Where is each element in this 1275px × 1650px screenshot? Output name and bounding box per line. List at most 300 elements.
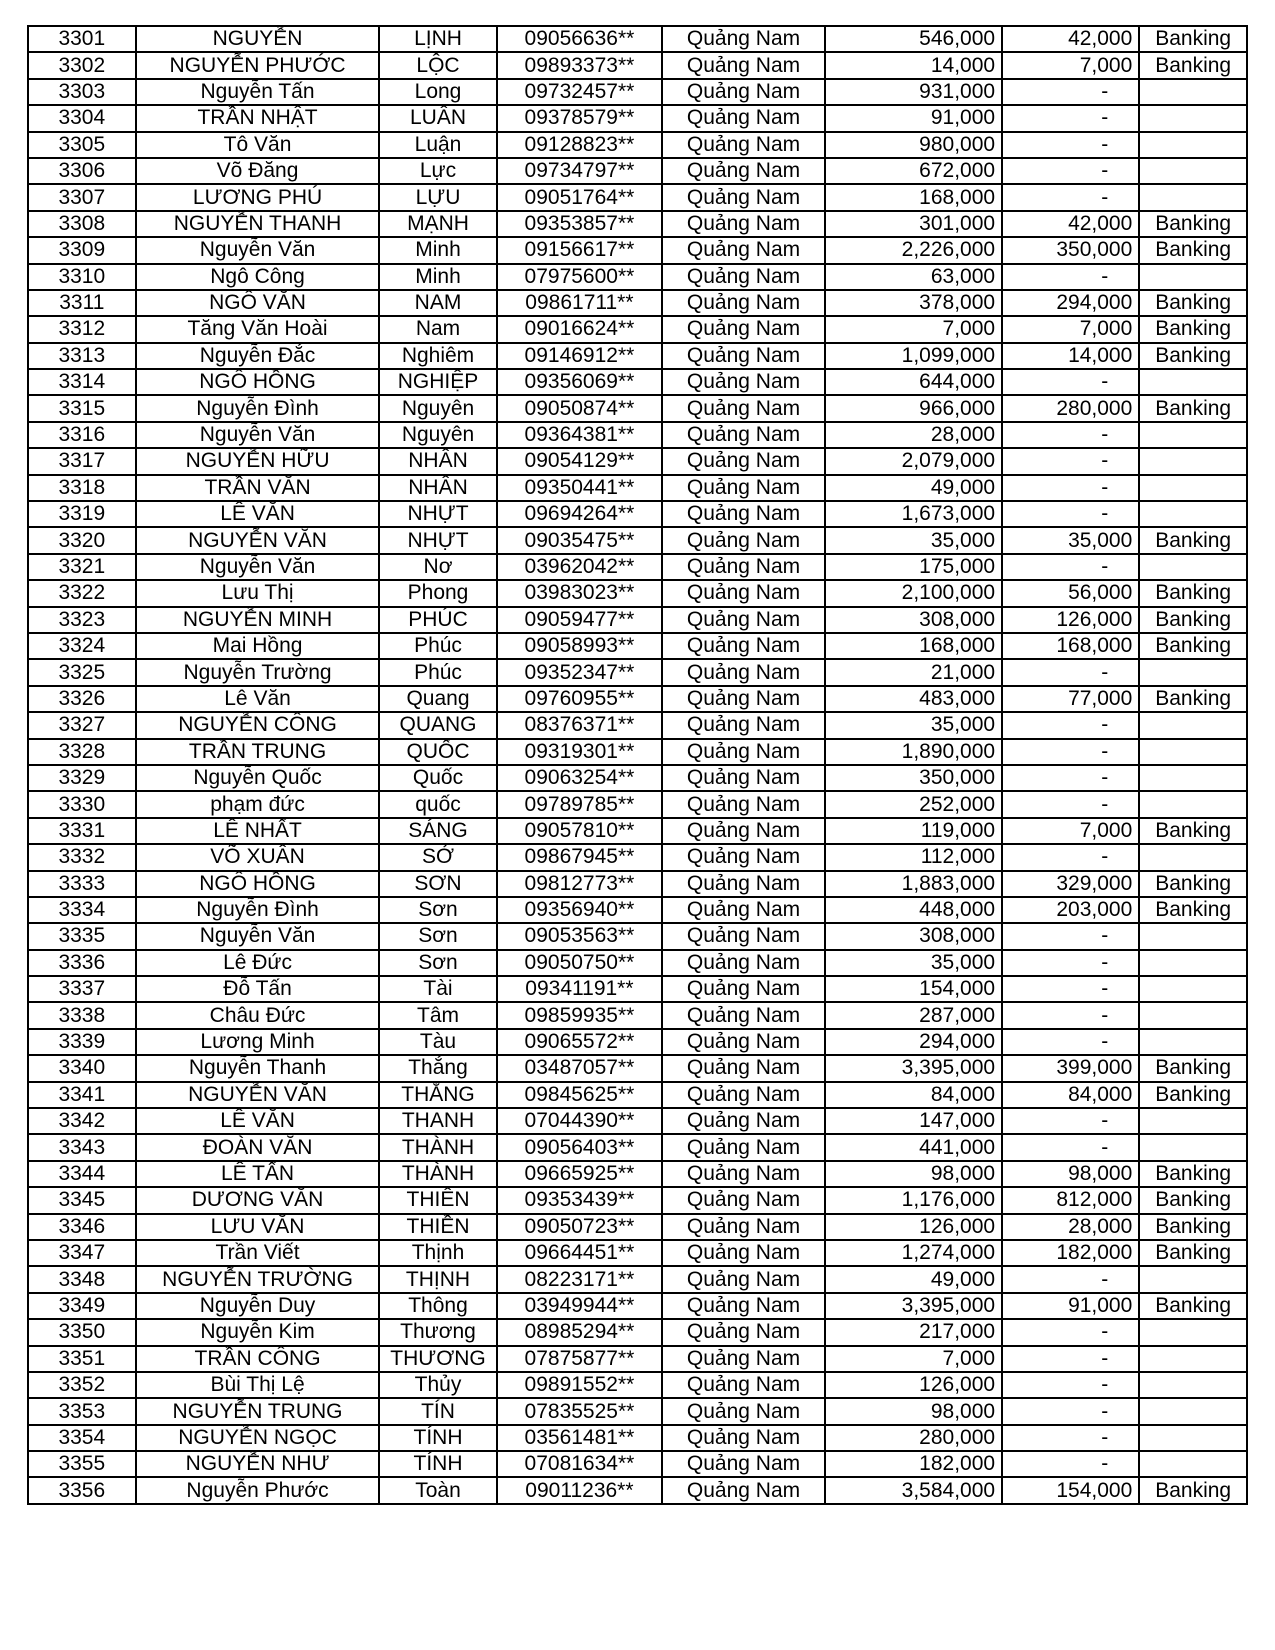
province-cell: Quảng Nam (662, 844, 825, 870)
row-number: 3311 (28, 290, 136, 316)
payment-method-cell (1139, 1266, 1247, 1292)
paid-amount-cell: - (1002, 1398, 1139, 1424)
total-amount-cell: 980,000 (825, 132, 1002, 158)
province-cell: Quảng Nam (662, 1002, 825, 1028)
surname-cell: Châu Đức (136, 1002, 380, 1028)
paid-amount-cell: - (1002, 1372, 1139, 1398)
province-cell: Quảng Nam (662, 1372, 825, 1398)
phone-cell: 09694264** (497, 501, 663, 527)
given-name-cell: Phúc (379, 659, 496, 685)
given-name-cell: Thắng (379, 1055, 496, 1081)
province-cell: Quảng Nam (662, 818, 825, 844)
phone-cell: 09867945** (497, 844, 663, 870)
province-cell: Quảng Nam (662, 686, 825, 712)
payment-method-cell (1139, 1029, 1247, 1055)
table-row (28, 369, 1247, 395)
payment-method-cell (1139, 475, 1247, 501)
row-number: 3307 (28, 184, 136, 210)
surname-cell: LÊ NHẤT (136, 818, 380, 844)
given-name-cell: Toàn (379, 1477, 496, 1503)
table-row (28, 158, 1247, 184)
phone-cell: 09861711** (497, 290, 663, 316)
table-body (28, 26, 1247, 1504)
payment-method-cell: Banking (1139, 580, 1247, 606)
given-name-cell: NGHIỆP (379, 369, 496, 395)
province-cell: Quảng Nam (662, 1293, 825, 1319)
row-number: 3338 (28, 1002, 136, 1028)
table-row (28, 1477, 1247, 1503)
table-row (28, 1055, 1247, 1081)
payment-method-cell: Banking (1139, 290, 1247, 316)
surname-cell: Nguyễn Phước (136, 1477, 380, 1503)
paid-amount-cell: - (1002, 712, 1139, 738)
province-cell: Quảng Nam (662, 1134, 825, 1160)
row-number: 3327 (28, 712, 136, 738)
payment-method-cell (1139, 1451, 1247, 1477)
total-amount-cell: 287,000 (825, 1002, 1002, 1028)
payment-method-cell (1139, 554, 1247, 580)
table-row (28, 1293, 1247, 1319)
given-name-cell: Lực (379, 158, 496, 184)
total-amount-cell: 21,000 (825, 659, 1002, 685)
table-row (28, 633, 1247, 659)
payment-method-cell (1139, 501, 1247, 527)
given-name-cell: Tàu (379, 1029, 496, 1055)
table-row (28, 475, 1247, 501)
given-name-cell: THÀNH (379, 1134, 496, 1160)
surname-cell: LÊ VĂN (136, 501, 380, 527)
row-number: 3340 (28, 1055, 136, 1081)
paid-amount-cell: 350,000 (1002, 237, 1139, 263)
province-cell: Quảng Nam (662, 132, 825, 158)
row-number: 3356 (28, 1477, 136, 1503)
given-name-cell: THỊNH (379, 1266, 496, 1292)
payment-method-cell (1139, 923, 1247, 949)
surname-cell: NGUYỄN TRUNG (136, 1398, 380, 1424)
province-cell: Quảng Nam (662, 633, 825, 659)
given-name-cell: NHỰT (379, 501, 496, 527)
surname-cell: NGUYỄN PHƯỚC (136, 52, 380, 78)
given-name-cell: MẠNH (379, 211, 496, 237)
surname-cell: Nguyễn Thanh (136, 1055, 380, 1081)
table-row (28, 1372, 1247, 1398)
table-row (28, 264, 1247, 290)
table-row (28, 1029, 1247, 1055)
payment-method-cell: Banking (1139, 211, 1247, 237)
paid-amount-cell: - (1002, 739, 1139, 765)
given-name-cell: Quốc (379, 765, 496, 791)
province-cell: Quảng Nam (662, 264, 825, 290)
surname-cell: Lương Minh (136, 1029, 380, 1055)
paid-amount-cell: - (1002, 1134, 1139, 1160)
payment-method-cell (1139, 184, 1247, 210)
payment-method-cell (1139, 105, 1247, 131)
province-cell: Quảng Nam (662, 1240, 825, 1266)
surname-cell: DƯƠNG VĂN (136, 1187, 380, 1213)
payment-method-cell: Banking (1139, 818, 1247, 844)
surname-cell: NGUYỄN NGỌC (136, 1425, 380, 1451)
province-cell: Quảng Nam (662, 158, 825, 184)
total-amount-cell: 308,000 (825, 607, 1002, 633)
table-row (28, 132, 1247, 158)
given-name-cell: THIỀN (379, 1214, 496, 1240)
payment-method-cell (1139, 791, 1247, 817)
total-amount-cell: 448,000 (825, 897, 1002, 923)
phone-cell: 09058993** (497, 633, 663, 659)
paid-amount-cell: 280,000 (1002, 395, 1139, 421)
total-amount-cell: 49,000 (825, 475, 1002, 501)
province-cell: Quảng Nam (662, 184, 825, 210)
table-row (28, 1398, 1247, 1424)
surname-cell: Nguyễn Trường (136, 659, 380, 685)
given-name-cell: TÍNH (379, 1451, 496, 1477)
phone-cell: 09353857** (497, 211, 663, 237)
given-name-cell: SÁNG (379, 818, 496, 844)
row-number: 3351 (28, 1346, 136, 1372)
row-number: 3301 (28, 26, 136, 52)
surname-cell: Nguyễn Kim (136, 1319, 380, 1345)
table-row (28, 897, 1247, 923)
total-amount-cell: 182,000 (825, 1451, 1002, 1477)
paid-amount-cell: - (1002, 659, 1139, 685)
given-name-cell: Luận (379, 132, 496, 158)
phone-cell: 09035475** (497, 527, 663, 553)
table-row (28, 923, 1247, 949)
phone-cell: 09050874** (497, 395, 663, 421)
surname-cell: Nguyễn Đình (136, 395, 380, 421)
province-cell: Quảng Nam (662, 1266, 825, 1292)
surname-cell: Đỗ Tấn (136, 976, 380, 1002)
given-name-cell: Thông (379, 1293, 496, 1319)
table-row (28, 1240, 1247, 1266)
phone-cell: 09128823** (497, 132, 663, 158)
payment-method-cell (1139, 950, 1247, 976)
total-amount-cell: 308,000 (825, 923, 1002, 949)
phone-cell: 08985294** (497, 1319, 663, 1345)
table-row (28, 79, 1247, 105)
total-amount-cell: 147,000 (825, 1108, 1002, 1134)
province-cell: Quảng Nam (662, 791, 825, 817)
province-cell: Quảng Nam (662, 554, 825, 580)
table-row (28, 1346, 1247, 1372)
given-name-cell: Nam (379, 316, 496, 342)
surname-cell: Nguyễn Tấn (136, 79, 380, 105)
table-row (28, 448, 1247, 474)
payment-method-cell: Banking (1139, 607, 1247, 633)
row-number: 3334 (28, 897, 136, 923)
paid-amount-cell: - (1002, 264, 1139, 290)
phone-cell: 03487057** (497, 1055, 663, 1081)
total-amount-cell: 1,673,000 (825, 501, 1002, 527)
surname-cell: NGUYỄN THANH (136, 211, 380, 237)
given-name-cell: QUỐC (379, 739, 496, 765)
table-row (28, 527, 1247, 553)
total-amount-cell: 168,000 (825, 633, 1002, 659)
surname-cell: LÊ VĂN (136, 1108, 380, 1134)
total-amount-cell: 112,000 (825, 844, 1002, 870)
surname-cell: phạm đức (136, 791, 380, 817)
total-amount-cell: 35,000 (825, 527, 1002, 553)
surname-cell: Nguyễn Đắc (136, 343, 380, 369)
total-amount-cell: 1,890,000 (825, 739, 1002, 765)
table-row (28, 976, 1247, 1002)
paid-amount-cell: 7,000 (1002, 818, 1139, 844)
phone-cell: 09732457** (497, 79, 663, 105)
row-number: 3329 (28, 765, 136, 791)
total-amount-cell: 546,000 (825, 26, 1002, 52)
row-number: 3303 (28, 79, 136, 105)
total-amount-cell: 49,000 (825, 1266, 1002, 1292)
table-row (28, 844, 1247, 870)
paid-amount-cell: 7,000 (1002, 52, 1139, 78)
phone-cell: 09341191** (497, 976, 663, 1002)
phone-cell: 09734797** (497, 158, 663, 184)
given-name-cell: Nghiêm (379, 343, 496, 369)
province-cell: Quảng Nam (662, 343, 825, 369)
row-number: 3341 (28, 1082, 136, 1108)
phone-cell: 09051764** (497, 184, 663, 210)
payment-method-cell (1139, 1398, 1247, 1424)
paid-amount-cell: 14,000 (1002, 343, 1139, 369)
surname-cell: NGUYỄN NHƯ (136, 1451, 380, 1477)
province-cell: Quảng Nam (662, 105, 825, 131)
payment-method-cell: Banking (1139, 1082, 1247, 1108)
total-amount-cell: 672,000 (825, 158, 1002, 184)
given-name-cell: Thủy (379, 1372, 496, 1398)
phone-cell: 07835525** (497, 1398, 663, 1424)
phone-cell: 09350441** (497, 475, 663, 501)
province-cell: Quảng Nam (662, 1451, 825, 1477)
phone-cell: 03949944** (497, 1293, 663, 1319)
phone-cell: 09665925** (497, 1161, 663, 1187)
province-cell: Quảng Nam (662, 712, 825, 738)
surname-cell: NGUYỄN VĂN (136, 527, 380, 553)
payment-method-cell: Banking (1139, 52, 1247, 78)
row-number: 3310 (28, 264, 136, 290)
total-amount-cell: 126,000 (825, 1372, 1002, 1398)
province-cell: Quảng Nam (662, 1029, 825, 1055)
given-name-cell: Minh (379, 237, 496, 263)
row-number: 3348 (28, 1266, 136, 1292)
province-cell: Quảng Nam (662, 765, 825, 791)
row-number: 3350 (28, 1319, 136, 1345)
surname-cell: Nguyễn Quốc (136, 765, 380, 791)
row-number: 3344 (28, 1161, 136, 1187)
paid-amount-cell: 168,000 (1002, 633, 1139, 659)
paid-amount-cell: - (1002, 158, 1139, 184)
row-number: 3352 (28, 1372, 136, 1398)
payment-method-cell: Banking (1139, 897, 1247, 923)
phone-cell: 09016624** (497, 316, 663, 342)
total-amount-cell: 280,000 (825, 1425, 1002, 1451)
payment-method-cell: Banking (1139, 1293, 1247, 1319)
phone-cell: 09364381** (497, 422, 663, 448)
total-amount-cell: 1,883,000 (825, 871, 1002, 897)
total-amount-cell: 2,226,000 (825, 237, 1002, 263)
table-row (28, 1108, 1247, 1134)
paid-amount-cell: 84,000 (1002, 1082, 1139, 1108)
paid-amount-cell: - (1002, 844, 1139, 870)
province-cell: Quảng Nam (662, 1319, 825, 1345)
phone-cell: 09664451** (497, 1240, 663, 1266)
payment-method-cell: Banking (1139, 316, 1247, 342)
paid-amount-cell: - (1002, 184, 1139, 210)
given-name-cell: TÍN (379, 1398, 496, 1424)
surname-cell: ĐOÀN VĂN (136, 1134, 380, 1160)
surname-cell: NGUYỄN VĂN (136, 1082, 380, 1108)
total-amount-cell: 1,099,000 (825, 343, 1002, 369)
paid-amount-cell: - (1002, 105, 1139, 131)
row-number: 3328 (28, 739, 136, 765)
given-name-cell: SỞ (379, 844, 496, 870)
surname-cell: Bùi Thị Lệ (136, 1372, 380, 1398)
row-number: 3316 (28, 422, 136, 448)
given-name-cell: Sơn (379, 950, 496, 976)
row-number: 3330 (28, 791, 136, 817)
payment-method-cell: Banking (1139, 395, 1247, 421)
province-cell: Quảng Nam (662, 26, 825, 52)
province-cell: Quảng Nam (662, 1477, 825, 1503)
table-row (28, 659, 1247, 685)
province-cell: Quảng Nam (662, 1161, 825, 1187)
province-cell: Quảng Nam (662, 79, 825, 105)
payment-method-cell (1139, 1425, 1247, 1451)
total-amount-cell: 252,000 (825, 791, 1002, 817)
given-name-cell: LỰU (379, 184, 496, 210)
row-number: 3336 (28, 950, 136, 976)
row-number: 3347 (28, 1240, 136, 1266)
total-amount-cell: 98,000 (825, 1398, 1002, 1424)
table-row (28, 765, 1247, 791)
row-number: 3345 (28, 1187, 136, 1213)
given-name-cell: Thương (379, 1319, 496, 1345)
phone-cell: 07044390** (497, 1108, 663, 1134)
payment-method-cell (1139, 1108, 1247, 1134)
province-cell: Quảng Nam (662, 976, 825, 1002)
row-number: 3302 (28, 52, 136, 78)
phone-cell: 09011236** (497, 1477, 663, 1503)
surname-cell: Tăng Văn Hoài (136, 316, 380, 342)
table-row (28, 1214, 1247, 1240)
surname-cell: Nguyễn Văn (136, 237, 380, 263)
row-number: 3343 (28, 1134, 136, 1160)
payment-method-cell (1139, 1346, 1247, 1372)
total-amount-cell: 35,000 (825, 712, 1002, 738)
total-amount-cell: 644,000 (825, 369, 1002, 395)
payment-method-cell: Banking (1139, 527, 1247, 553)
surname-cell: NGÔ HỒNG (136, 369, 380, 395)
row-number: 3331 (28, 818, 136, 844)
surname-cell: Nguyễn Đình (136, 897, 380, 923)
given-name-cell: LỘC (379, 52, 496, 78)
row-number: 3339 (28, 1029, 136, 1055)
province-cell: Quảng Nam (662, 950, 825, 976)
table-row (28, 343, 1247, 369)
payment-method-cell (1139, 765, 1247, 791)
total-amount-cell: 7,000 (825, 1346, 1002, 1372)
payment-method-cell (1139, 79, 1247, 105)
phone-cell: 09053563** (497, 923, 663, 949)
surname-cell: Võ Đăng (136, 158, 380, 184)
given-name-cell: NHỰT (379, 527, 496, 553)
paid-amount-cell: 126,000 (1002, 607, 1139, 633)
table-row (28, 26, 1247, 52)
table-row (28, 237, 1247, 263)
total-amount-cell: 91,000 (825, 105, 1002, 131)
total-amount-cell: 966,000 (825, 395, 1002, 421)
phone-cell: 07875877** (497, 1346, 663, 1372)
total-amount-cell: 217,000 (825, 1319, 1002, 1345)
row-number: 3326 (28, 686, 136, 712)
payment-method-cell (1139, 448, 1247, 474)
paid-amount-cell: - (1002, 501, 1139, 527)
given-name-cell: SƠN (379, 871, 496, 897)
row-number: 3322 (28, 580, 136, 606)
row-number: 3353 (28, 1398, 136, 1424)
payment-method-cell: Banking (1139, 1161, 1247, 1187)
phone-cell: 09356069** (497, 369, 663, 395)
province-cell: Quảng Nam (662, 52, 825, 78)
total-amount-cell: 378,000 (825, 290, 1002, 316)
surname-cell: NGUYỄN MINH (136, 607, 380, 633)
row-number: 3306 (28, 158, 136, 184)
paid-amount-cell: - (1002, 132, 1139, 158)
phone-cell: 09056636** (497, 26, 663, 52)
given-name-cell: TÍNH (379, 1425, 496, 1451)
payment-method-cell: Banking (1139, 237, 1247, 263)
payment-method-cell (1139, 1134, 1247, 1160)
paid-amount-cell: 7,000 (1002, 316, 1139, 342)
row-number: 3308 (28, 211, 136, 237)
given-name-cell: Sơn (379, 923, 496, 949)
given-name-cell: THIÊN (379, 1187, 496, 1213)
total-amount-cell: 119,000 (825, 818, 1002, 844)
province-cell: Quảng Nam (662, 369, 825, 395)
total-amount-cell: 441,000 (825, 1134, 1002, 1160)
payment-method-cell (1139, 1319, 1247, 1345)
given-name-cell: Nguyên (379, 395, 496, 421)
given-name-cell: Phong (379, 580, 496, 606)
payment-method-cell: Banking (1139, 1214, 1247, 1240)
payment-method-cell: Banking (1139, 343, 1247, 369)
row-number: 3354 (28, 1425, 136, 1451)
given-name-cell: Long (379, 79, 496, 105)
province-cell: Quảng Nam (662, 607, 825, 633)
phone-cell: 09760955** (497, 686, 663, 712)
row-number: 3333 (28, 871, 136, 897)
surname-cell: Lưu Thị (136, 580, 380, 606)
total-amount-cell: 28,000 (825, 422, 1002, 448)
row-number: 3335 (28, 923, 136, 949)
paid-amount-cell: - (1002, 950, 1139, 976)
total-amount-cell: 126,000 (825, 1214, 1002, 1240)
paid-amount-cell: - (1002, 1451, 1139, 1477)
row-number: 3342 (28, 1108, 136, 1134)
phone-cell: 07975600** (497, 264, 663, 290)
province-cell: Quảng Nam (662, 448, 825, 474)
province-cell: Quảng Nam (662, 501, 825, 527)
total-amount-cell: 301,000 (825, 211, 1002, 237)
paid-amount-cell: - (1002, 448, 1139, 474)
given-name-cell: NHÂN (379, 448, 496, 474)
phone-cell: 09056403** (497, 1134, 663, 1160)
province-cell: Quảng Nam (662, 923, 825, 949)
province-cell: Quảng Nam (662, 395, 825, 421)
table-row (28, 686, 1247, 712)
province-cell: Quảng Nam (662, 1055, 825, 1081)
paid-amount-cell: - (1002, 791, 1139, 817)
given-name-cell: Tài (379, 976, 496, 1002)
